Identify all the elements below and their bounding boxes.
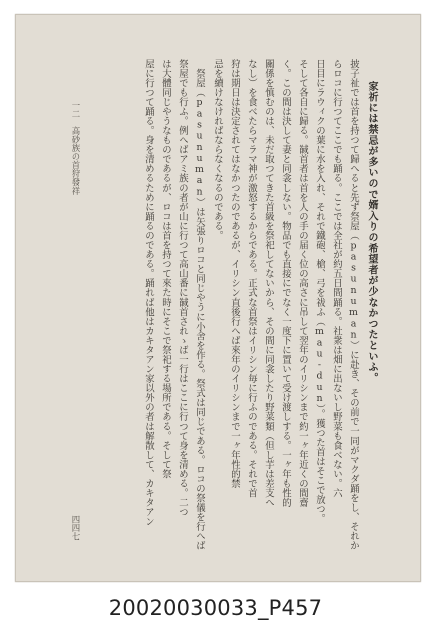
body-line: 關係を慎むのは、未だ取つてきた首級を祭祀してないから、その間に同衾したり野菜類（但し芋は差支へ <box>263 59 274 508</box>
body-line: 屋に行つて踊る。身を清めるために踊るのである。踊れば他はカキタアン家以外の者は解散して、カキタアン <box>143 59 154 527</box>
section-heading: 家祈には禁忌が多いので婿入りの希望者が少なかつたといふ。 <box>366 81 377 384</box>
document-page <box>15 14 421 582</box>
image-caption: 20020030033_P457 <box>108 596 323 620</box>
body-line: は大體同じやうなものであるが、ロコは首を持つて來た時にそこで祭祀する場所である。そして祭 <box>160 59 171 479</box>
body-line: 日目にラウィクの葉に水を入れ、それで鐵砲、槍、弓を祓ふ（mau-dun）。獲つた首はそこで放つ。 <box>314 59 325 524</box>
body-line: そして各自に歸る。馘首者は首を人の手の届く位の高さに吊して翌年のイリシンまで約一ヶ年近くの間齋 <box>297 59 308 508</box>
body-line: 祭屋でも行ふ。例へばアミ族の者が山に行つて高山番に馘首されゝば一行はここに行つて身を清める。二つ <box>177 59 188 517</box>
body-line: なし）を食べたらマラマ神が激怒するからである。正式な首祭はイリシン毎に行ふのである。それで首 <box>246 59 257 498</box>
page-number: 四四七 <box>71 515 81 541</box>
body-line: 披子祉では首を持つて歸へると先ず祭屋（pasunuman）に赴き、その前で一同がマクダ踊をし、それか <box>348 59 359 551</box>
body-line: らロコに行つてここでも踊る。ここでは全社が約五日間踊る。社衆は畑に出ないし野菜も食べない。六 <box>331 59 342 498</box>
running-header: 一二 高砂族の首狩發祥 <box>71 101 81 195</box>
body-line: く。この間は決して妻と同衾しない。物品でも直接にでなく一度下に置いて受け渡しする。一ヶ年も性的 <box>280 59 291 508</box>
body-line: 祭屋（pasunuman）は矢張りロコと同じやうに小舍を作る。祭式は同じである。ロコの祭儀を行へば <box>194 59 205 551</box>
body-line: 忌を續けなければならなくなるのである。 <box>212 59 223 241</box>
body-line: 狩は期日は決定されてはなかつたのであるが、イリシン直後行へば來年のイリシンまで一ヶ年性的禁 <box>229 59 240 489</box>
